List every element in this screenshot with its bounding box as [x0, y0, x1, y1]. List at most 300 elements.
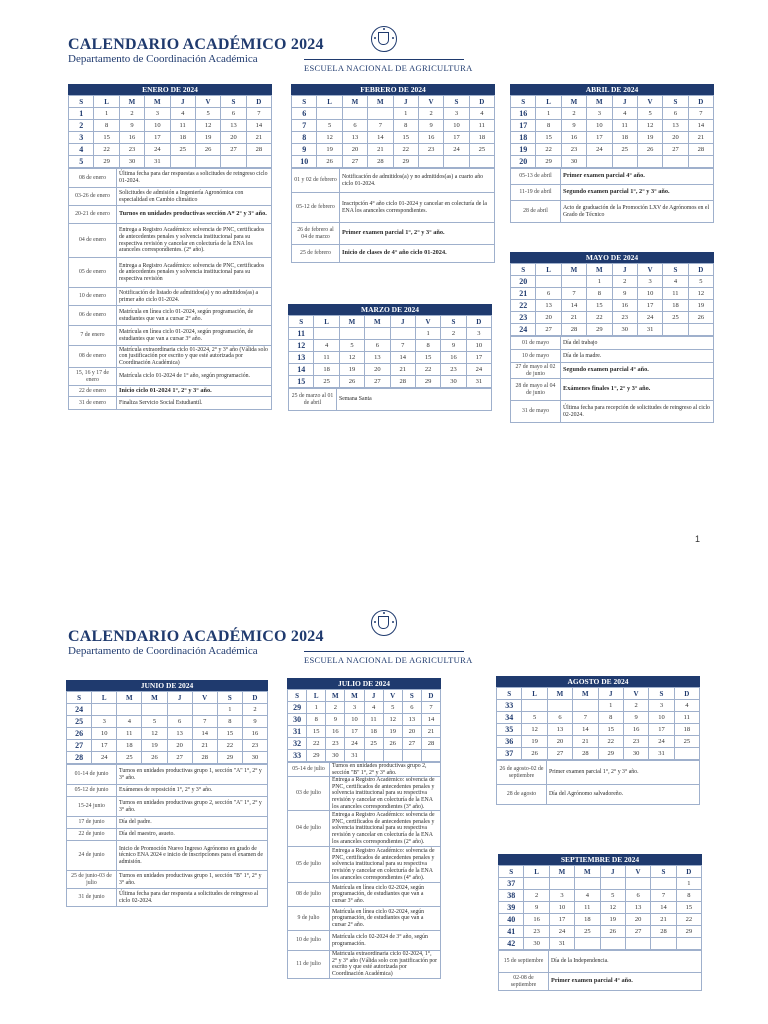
event-row: [69, 258, 272, 288]
event-description: Inicio ciclo 01-2024 1°, 2° y 3° año.: [117, 386, 272, 397]
weekday-header-row: [67, 692, 268, 704]
weekday-header-row: [288, 690, 441, 702]
weekday-label: V: [625, 866, 650, 878]
calendar-week-row: [288, 738, 441, 750]
event-row: [69, 368, 272, 386]
weekday-label: S: [649, 688, 674, 700]
calendar-week-row: [289, 364, 492, 376]
event-row: [69, 346, 272, 368]
event-date: 31 de enero: [69, 397, 117, 410]
calendar-day: 15: [307, 726, 326, 738]
calendar-grid: [510, 95, 714, 168]
event-date: 27 de mayo al 02 de junio: [511, 363, 561, 379]
event-date: 20-21 de enero: [69, 206, 117, 224]
calendar-day: [536, 276, 561, 288]
calendar-day: 21: [390, 364, 415, 376]
week-number: 11: [289, 328, 314, 340]
week-number: 13: [289, 352, 314, 364]
event-description: Primer examen parcial 4° año.: [561, 169, 714, 185]
event-description: Semana Santa: [337, 389, 492, 411]
calendar-day: 2: [119, 108, 144, 120]
calendar-week-row: [499, 890, 702, 902]
calendar-day: 21: [192, 740, 217, 752]
calendar-day: 22: [536, 144, 561, 156]
calendar-day: 8: [536, 120, 561, 132]
weekday-label: M: [142, 692, 167, 704]
week-number: 36: [497, 736, 522, 748]
calendar-day: 12: [522, 724, 547, 736]
calendar-week-row: [499, 902, 702, 914]
calendar-day: 6: [663, 108, 688, 120]
calendar-day: 19: [317, 144, 342, 156]
calendar-day: 27: [365, 376, 390, 388]
calendar-day: [246, 156, 271, 168]
event-row: [288, 951, 441, 978]
event-date: 04 de enero: [69, 224, 117, 258]
calendar-day: 3: [649, 700, 674, 712]
calendar-week-row: [499, 914, 702, 926]
calendar-day: 28: [561, 324, 586, 336]
calendar-day: 10: [345, 714, 364, 726]
calendar-day: 11: [575, 902, 600, 914]
calendar-day: 20: [342, 144, 367, 156]
calendar-day: 27: [547, 748, 572, 760]
event-description: Matrícula en línea ciclo 01-2024, según programación, de estudiantes que van a cursar 2° año.: [117, 306, 272, 326]
weekday-label: J: [167, 692, 192, 704]
calendar-day: [418, 156, 443, 168]
calendar-day: 9: [524, 902, 549, 914]
event-row: [67, 785, 268, 797]
calendar-day: 3: [92, 716, 117, 728]
calendar-day: [365, 328, 390, 340]
calendar-day: [221, 156, 246, 168]
calendar-day: 3: [587, 108, 612, 120]
calendar-day: 25: [117, 752, 142, 764]
calendar-day: 29: [307, 750, 326, 762]
calendar-day: 27: [625, 926, 650, 938]
event-description: Turnos en unidades productivas grupo 1, sección "A" 1°, 2° y 3° año.: [117, 765, 268, 785]
calendar-day: 22: [393, 144, 418, 156]
weekday-label: V: [192, 692, 217, 704]
weekday-label: M: [342, 96, 367, 108]
calendar-day: [469, 156, 494, 168]
calendar-day: 16: [561, 132, 586, 144]
calendar-week-row: [497, 736, 700, 748]
calendar-day: 17: [444, 132, 469, 144]
calendar-day: 29: [536, 156, 561, 168]
event-row: [511, 401, 714, 423]
calendar-day: 20: [221, 132, 246, 144]
calendar-day: 6: [167, 716, 192, 728]
month-agosto: [496, 676, 700, 805]
calendar-day: [625, 878, 650, 890]
event-description: Primer examen parcial 4° año.: [549, 973, 702, 991]
events-table: [510, 168, 714, 223]
month-title: MARZO DE 2024: [288, 304, 492, 315]
calendar-day: 16: [612, 300, 637, 312]
weekday-label: M: [561, 264, 586, 276]
event-description: Día de la madre.: [561, 350, 714, 363]
calendar-day: 31: [145, 156, 170, 168]
calendar-day: 13: [365, 352, 390, 364]
calendar-week-row: [497, 700, 700, 712]
event-description: Segundo examen parcial 1°, 2° y 3° año.: [561, 185, 714, 201]
calendar-day: 20: [663, 132, 688, 144]
calendar-day: 9: [326, 714, 345, 726]
calendar-day: 29: [676, 926, 701, 938]
event-row: [292, 223, 495, 245]
calendar-day: 9: [242, 716, 267, 728]
calendar-day: [342, 108, 367, 120]
weekday-label: M: [145, 96, 170, 108]
event-row: [288, 763, 441, 777]
calendar-day: 5: [688, 276, 713, 288]
calendar-day: 10: [549, 902, 574, 914]
calendar-day: 28: [573, 748, 598, 760]
event-description: Inicio de Promoción Nuevo Ingreso Agrónomo en grado de técnico ENA 2024 e inicio de inscripciones para el examen de admisión.: [117, 841, 268, 871]
calendar-day: 6: [625, 890, 650, 902]
calendar-day: 14: [573, 724, 598, 736]
week-number: 2: [69, 120, 94, 132]
calendar-day: 5: [142, 716, 167, 728]
weekday-label: J: [612, 264, 637, 276]
calendar-day: 4: [117, 716, 142, 728]
event-description: Turnos en unidades productivas grupo 2, sección "A" 1°, 2° y 3° año.: [117, 797, 268, 817]
event-description: Entrega a Registro Académico: solvencia de PNC, certificados de antecedentes penales y solvencia institucional para su respectiva revisión: [117, 258, 272, 288]
calendar-day: 25: [663, 312, 688, 324]
event-description: Matrícula ciclo 02-2024 de 3° año, según programación.: [330, 931, 441, 951]
calendar-day: 3: [444, 108, 469, 120]
calendar-grid: [288, 315, 492, 388]
calendar-week-row: [67, 740, 268, 752]
calendar-day: 13: [536, 300, 561, 312]
weekday-label: S: [663, 264, 688, 276]
calendar-day: [317, 108, 342, 120]
calendar-day: 12: [383, 714, 402, 726]
calendar-week-row: [69, 144, 272, 156]
week-number: 18: [511, 132, 536, 144]
weekday-header-row: [292, 96, 495, 108]
calendar-day: 31: [649, 748, 674, 760]
calendar-day: 30: [441, 376, 466, 388]
event-date: 08 de julio: [288, 883, 330, 907]
event-row: [289, 389, 492, 411]
calendar-day: 27: [221, 144, 246, 156]
calendar-day: 14: [246, 120, 271, 132]
calendar-day: [663, 324, 688, 336]
calendar-day: 24: [92, 752, 117, 764]
events-table: [288, 388, 492, 411]
event-description: Día del maestro, asueto.: [117, 829, 268, 841]
page-title: CALENDARIO ACADÉMICO 2024: [68, 628, 324, 645]
calendar-day: 6: [547, 712, 572, 724]
event-date: 31 de mayo: [511, 401, 561, 423]
weekday-label: D: [688, 96, 713, 108]
calendar-day: 17: [549, 914, 574, 926]
event-date: 10 de julio: [288, 931, 330, 951]
month-febrero: [291, 84, 495, 263]
calendar-day: 26: [688, 312, 713, 324]
calendar-day: 1: [393, 108, 418, 120]
week-number: 33: [497, 700, 522, 712]
event-description: Turnos en unidades productivas grupo 2, sección "B" 1°, 2° y 3° año.: [330, 763, 441, 777]
calendar-day: 5: [600, 890, 625, 902]
event-row: [69, 224, 272, 258]
week-number: 37: [499, 878, 524, 890]
calendar-week-row: [67, 716, 268, 728]
week-number: 3: [69, 132, 94, 144]
month-title: JUNIO DE 2024: [66, 680, 268, 691]
calendar-week-row: [69, 108, 272, 120]
weekday-label: M: [561, 96, 586, 108]
event-description: Día del Agrónomo salvadoreño.: [547, 785, 700, 805]
weekday-label: S: [69, 96, 94, 108]
event-description: Última fecha para dar respuesta a solicitudes de reingreso al ciclo 02-2024.: [117, 889, 268, 907]
weekday-label: S: [441, 316, 466, 328]
week-number: 35: [497, 724, 522, 736]
calendar-day: 8: [587, 288, 612, 300]
event-date: 7 de enero: [69, 326, 117, 346]
calendar-grid: [510, 263, 714, 336]
weekday-label: D: [466, 316, 491, 328]
calendar-day: 3: [345, 702, 364, 714]
week-number: 16: [511, 108, 536, 120]
event-description: Matrícula extraordinaria ciclo 01-2024, 2° y 3° año (Válida solo con justificación por escrito y que esté autorizada por Coordinación Académica): [117, 346, 272, 368]
week-number: 25: [67, 716, 92, 728]
event-description: Notificación de admitidos(a) y no admitidos(as) a cuarto año ciclo 01-2024.: [340, 169, 495, 193]
week-number: 7: [292, 120, 317, 132]
calendar-day: 11: [663, 288, 688, 300]
calendar-week-row: [67, 704, 268, 716]
calendar-day: 31: [345, 750, 364, 762]
calendar-week-row: [511, 276, 714, 288]
calendar-day: 7: [573, 712, 598, 724]
event-date: 01 y 02 de febrero: [292, 169, 340, 193]
event-row: [69, 206, 272, 224]
week-number: 31: [288, 726, 307, 738]
calendar-day: [651, 878, 676, 890]
event-date: 9 de julio: [288, 907, 330, 931]
week-number: 5: [69, 156, 94, 168]
calendar-week-row: [67, 728, 268, 740]
weekday-header-row: [511, 96, 714, 108]
weekday-label: L: [314, 316, 339, 328]
event-row: [499, 973, 702, 991]
calendar-day: 23: [561, 144, 586, 156]
calendar-day: 24: [549, 926, 574, 938]
calendar-day: 4: [364, 702, 383, 714]
weekday-label: D: [421, 690, 440, 702]
calendar-day: 17: [466, 352, 491, 364]
weekday-label: V: [637, 96, 662, 108]
event-date: 22 de enero: [69, 386, 117, 397]
weekday-label: D: [246, 96, 271, 108]
calendar-day: 18: [612, 132, 637, 144]
calendar-day: 9: [612, 288, 637, 300]
week-number: 6: [292, 108, 317, 120]
calendar-week-row: [289, 376, 492, 388]
event-date: 05-13 de abril: [511, 169, 561, 185]
calendar-day: 28: [651, 926, 676, 938]
calendar-day: 25: [674, 736, 699, 748]
calendar-day: 22: [217, 740, 242, 752]
weekday-label: V: [195, 96, 220, 108]
week-number: 27: [67, 740, 92, 752]
calendar-grid: [291, 95, 495, 168]
calendar-day: 16: [326, 726, 345, 738]
calendar-week-row: [67, 752, 268, 764]
event-description: Última fecha para dar respuestas a solicitudes de reingreso ciclo 01-2024.: [117, 169, 272, 188]
weekday-label: M: [368, 96, 393, 108]
weekday-header-row: [69, 96, 272, 108]
calendar-day: 24: [345, 738, 364, 750]
calendar-day: 12: [600, 902, 625, 914]
weekday-label: M: [549, 866, 574, 878]
event-date: 08 de enero: [69, 169, 117, 188]
calendar-day: 3: [466, 328, 491, 340]
calendar-day: 6: [342, 120, 367, 132]
calendar-day: 2: [623, 700, 648, 712]
month-title: SEPTIEMBRE DE 2024: [498, 854, 702, 865]
calendar-day: 24: [637, 312, 662, 324]
calendar-day: 21: [561, 312, 586, 324]
week-number: 30: [288, 714, 307, 726]
calendar-day: 13: [167, 728, 192, 740]
events-table: [496, 760, 700, 805]
calendar-day: 5: [339, 340, 364, 352]
calendar-day: 15: [587, 300, 612, 312]
event-row: [288, 847, 441, 883]
event-row: [511, 169, 714, 185]
calendar-day: 19: [142, 740, 167, 752]
week-number: 34: [497, 712, 522, 724]
calendar-day: 1: [217, 704, 242, 716]
calendar-day: 19: [522, 736, 547, 748]
calendar-week-row: [499, 926, 702, 938]
event-date: 28 de mayo al 04 de junio: [511, 379, 561, 401]
event-row: [499, 951, 702, 973]
event-description: Entrega a Registro Académico: solvencia de PNC, certificados de antecedentes penales y solvencia institucional para su respectiva revisión y cancelar en colecturía de la ENA los aranceles correspondientes (4° año).: [330, 847, 441, 883]
weekday-label: J: [390, 316, 415, 328]
weekday-label: L: [307, 690, 326, 702]
event-date: 03-26 de enero: [69, 188, 117, 206]
weekday-label: S: [221, 96, 246, 108]
calendar-day: 19: [383, 726, 402, 738]
weekday-label: S: [289, 316, 314, 328]
calendar-day: 2: [242, 704, 267, 716]
calendar-day: 17: [92, 740, 117, 752]
event-date: 04 de julio: [288, 811, 330, 847]
calendar-day: 10: [444, 120, 469, 132]
weekday-label: V: [415, 316, 440, 328]
calendar-day: [688, 324, 713, 336]
calendar-day: 28: [421, 738, 440, 750]
week-number: 19: [511, 144, 536, 156]
weekday-label: M: [339, 316, 364, 328]
weekday-label: L: [524, 866, 549, 878]
event-date: 11 de julio: [288, 951, 330, 978]
calendar-day: 14: [192, 728, 217, 740]
weekday-label: L: [94, 96, 119, 108]
calendar-day: 29: [415, 376, 440, 388]
calendar-day: [390, 328, 415, 340]
event-date: 24 de junio: [67, 841, 117, 871]
calendar-day: 12: [688, 288, 713, 300]
calendar-day: 29: [217, 752, 242, 764]
calendar-day: 13: [663, 120, 688, 132]
event-row: [292, 193, 495, 223]
week-number: 24: [67, 704, 92, 716]
school-name: ESCUELA NACIONAL DE AGRICULTURA: [304, 655, 473, 665]
event-date: 28 de agosto: [497, 785, 547, 805]
calendar-day: [192, 704, 217, 716]
event-row: [288, 777, 441, 811]
calendar-day: 15: [598, 724, 623, 736]
calendar-week-row: [511, 312, 714, 324]
weekday-label: V: [623, 688, 648, 700]
calendar-day: 19: [688, 300, 713, 312]
calendar-day: 9: [119, 120, 144, 132]
calendar-day: 10: [145, 120, 170, 132]
calendar-day: 25: [170, 144, 195, 156]
calendar-day: 20: [547, 736, 572, 748]
events-table: [291, 168, 495, 263]
calendar-week-row: [292, 108, 495, 120]
week-number: 12: [289, 340, 314, 352]
calendar-day: [674, 748, 699, 760]
calendar-day: 17: [637, 300, 662, 312]
event-date: 15 de septiembre: [499, 951, 549, 973]
event-row: [67, 841, 268, 871]
calendar-day: 1: [598, 700, 623, 712]
weekday-label: D: [688, 264, 713, 276]
calendar-day: 20: [402, 726, 421, 738]
calendar-day: 23: [119, 144, 144, 156]
calendar-day: 24: [444, 144, 469, 156]
calendar-day: 6: [221, 108, 246, 120]
event-row: [69, 306, 272, 326]
calendar-day: [524, 878, 549, 890]
calendar-week-row: [289, 328, 492, 340]
weekday-label: J: [170, 96, 195, 108]
event-description: Finaliza Servicio Social Estudiantil.: [117, 397, 272, 410]
weekday-label: S: [217, 692, 242, 704]
weekday-label: M: [547, 688, 572, 700]
page-subtitle: Departamento de Coordinación Académica: [68, 645, 258, 657]
calendar-day: 12: [339, 352, 364, 364]
calendar-day: 8: [676, 890, 701, 902]
event-description: Turnos en unidades productivas grupo 1, sección "B" 1°, 2° y 3° año.: [117, 871, 268, 889]
calendar-day: [383, 750, 402, 762]
calendar-day: 4: [170, 108, 195, 120]
calendar-day: 24: [587, 144, 612, 156]
week-number: 24: [511, 324, 536, 336]
calendar-day: 19: [600, 914, 625, 926]
event-description: Primer examen parcial 1°, 2° y 3° año.: [547, 761, 700, 785]
calendar-day: 27: [536, 324, 561, 336]
weekday-label: L: [536, 264, 561, 276]
weekday-label: D: [242, 692, 267, 704]
week-number: 8: [292, 132, 317, 144]
event-row: [497, 785, 700, 805]
events-table: [498, 950, 702, 991]
calendar-day: 20: [625, 914, 650, 926]
calendar-week-row: [292, 156, 495, 168]
calendar-day: 11: [674, 712, 699, 724]
weekday-label: V: [383, 690, 402, 702]
calendar-day: 30: [561, 156, 586, 168]
weekday-label: J: [612, 96, 637, 108]
